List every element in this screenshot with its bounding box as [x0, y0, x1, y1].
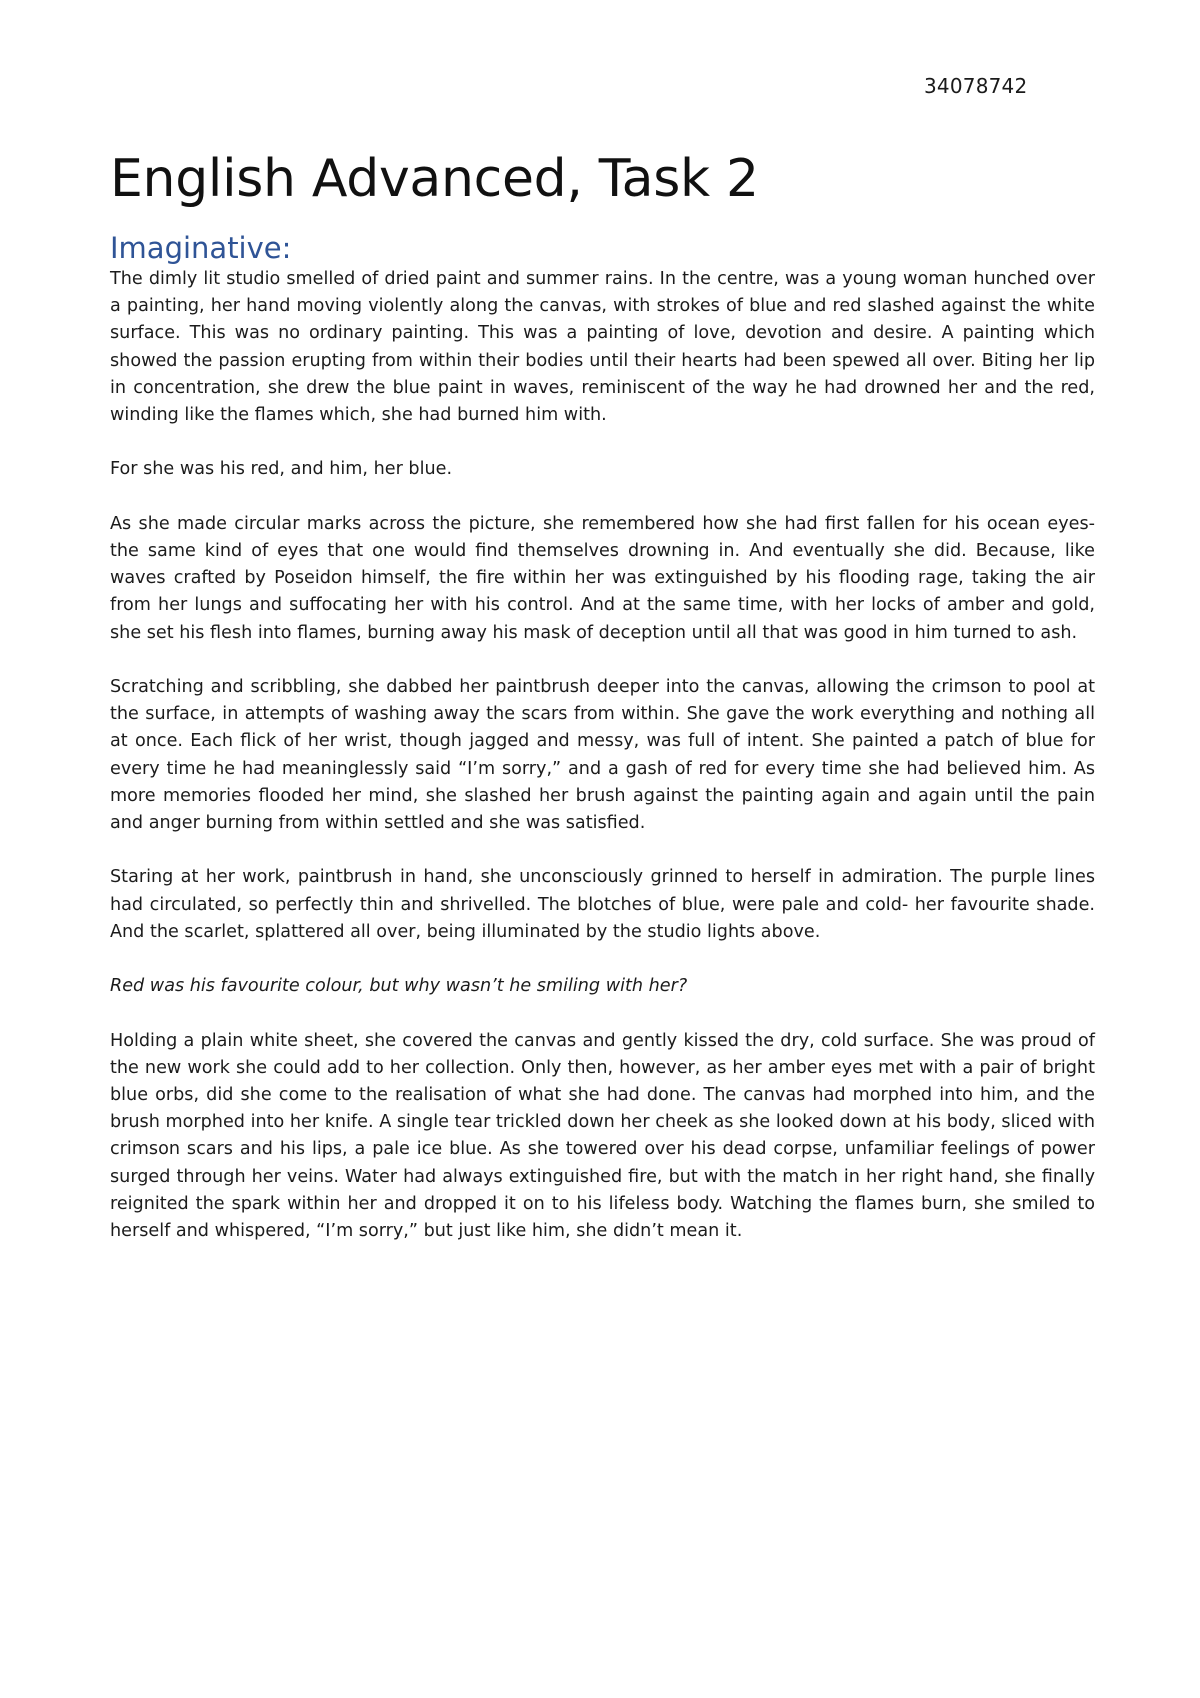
- paragraph-4: Scratching and scribbling, she dabbed her paintbrush deeper into the canvas, allowing the crimson to pool at the surface, in attempts of washing away the scars from within. She gave the work everything and nothing all at once. Each flick of her wrist, though jagged and messy, was full of intent. She painted a patch of blue for every time he had meaninglessly said “I’m sorry,” and a gash of red for every time she had believed him. As more memories flooded her mind, she slashed her brush against the painting again and again until the pain and anger burning from within settled and she was satisfied.: [110, 677, 1095, 834]
- document-title: English Advanced, Task 2: [110, 149, 759, 209]
- section-heading: Imaginative:: [110, 231, 292, 265]
- paragraph-2: For she was his red, and him, her blue.: [110, 459, 453, 480]
- paragraph-1: The dimly lit studio smelled of dried paint and summer rains. In the centre, was a young woman hunched over a painting, her hand moving violently along the canvas, with strokes of blue and red slashed against the white surface. This was no ordinary painting. This was a painting of love, devotion and desire. A painting which showed the passion erupting from within their bodies until their hearts had been spewed all over. Biting her lip in concentration, she drew the blue paint in waves, reminiscent of the way he had drowned her and the red, winding like the flames which, she had burned him with.: [110, 269, 1095, 426]
- paragraph-7: Holding a plain white sheet, she covered the canvas and gently kissed the dry, cold surface. She was proud of the new work she could add to her collection. Only then, however, as her amber eyes met with a pair of bright blue orbs, did she come to the realisation of what she had done. The canvas had morphed into him, and the brush morphed into her knife. A single tear trickled down her cheek as she looked down at his body, sliced with crimson scars and his lips, a pale ice blue. As she towered over his dead corpse, unfamiliar feelings of power surged through her veins. Water had always extinguished fire, but with the match in her right hand, she finally reignited the spark within her and dropped it on to his lifeless body. Watching the flames burn, she smiled to herself and whispered, “I’m sorry,” but just like him, she didn’t mean it.: [110, 1030, 1095, 1242]
- document-body: [110, 148, 1095, 1272]
- student-number: 34078742: [924, 74, 1028, 98]
- paragraph-5: Staring at her work, paintbrush in hand, she unconsciously grinned to herself in admiration. The purple lines had circulated, so perfectly thin and shrivelled. The blotches of blue, were pale and cold- her favourite shade. And the scarlet, splattered all over, being illuminated by the studio lights above.: [110, 867, 1095, 942]
- paragraph-6-italic: Red was his favourite colour, but why wasn’t he smiling with her?: [110, 976, 688, 997]
- paragraph-3: As she made circular marks across the picture, she remembered how she had first fallen for his ocean eyes- the same kind of eyes that one would find themselves drowning in. And eventually she did. Because, like waves crafted by Poseidon himself, the fire within her was extinguished by his flooding rage, taking the air from her lungs and suffocating her with his control. And at the same time, with her locks of amber and gold, she set his flesh into flames, burning away his mask of deception until all that was good in him turned to ash.: [110, 513, 1095, 643]
